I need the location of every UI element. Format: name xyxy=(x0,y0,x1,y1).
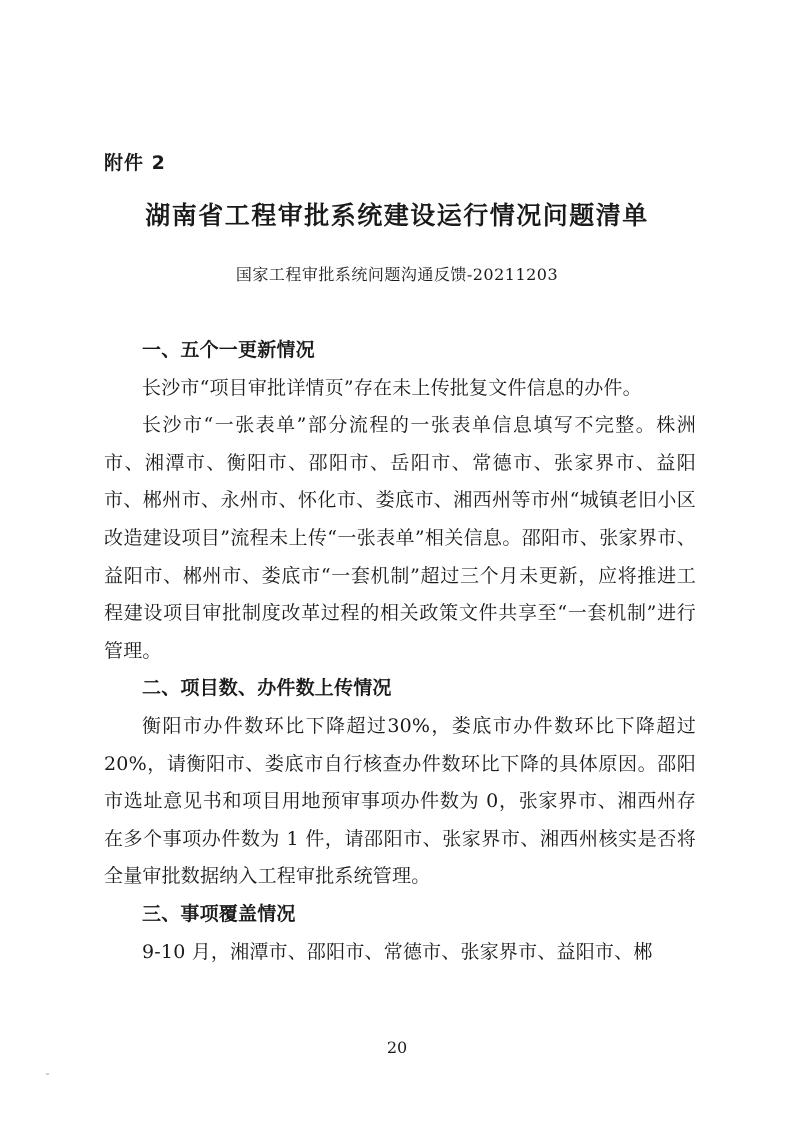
section-heading-upload-counts: 二、项目数、办件数上传情况 xyxy=(142,677,392,700)
paragraph: 长沙市“一张表单”部分流程的一张表单信息填写不完整。株洲市、湘潭市、衡阳市、邵阳市、岳阳市、常德市、张家界市、益阳市、郴州市、永州市、怀化市、娄底市、湘西州等市州“城镇老旧小区改造建设项目”流程未上传“一张表单”相关信息。邵阳市、张家界市、益阳市、郴州市、娄底市“一套机制”超过三个月未更新，应将推进工程建设项目审批制度改革过程的相关政策文件共享至“一套机制”进行管理。 xyxy=(104,414,696,662)
paragraph: 9-10 月，湘潭市、邵阳市、常德市、张家界市、益阳市、郴 xyxy=(142,940,653,963)
document-body xyxy=(104,332,696,971)
document-subtitle: 国家工程审批系统问题沟通反馈-20211203 xyxy=(235,265,559,284)
document-title: 湖南省工程审批系统建设运行情况问题清单 xyxy=(145,201,649,230)
paragraph: 衡阳市办件数环比下降超过30%，娄底市办件数环比下降超过20%，请衡阳市、娄底市自行核查办件数环比下降的具体原因。邵阳市选址意见书和项目用地预审事项办件数为 0，张家界市、湘西州存在多个事项办件数为 1 件，请邵阳市、张家界市、湘西州核实是否将全量审批数据纳入工程审批系统管理。 xyxy=(104,714,696,888)
scan-speck xyxy=(46,1073,49,1075)
section-heading-five-ones: 一、五个一更新情况 xyxy=(142,339,315,361)
paragraph: 长沙市“项目审批详情页”存在未上传批复文件信息的办件。 xyxy=(142,376,642,399)
page-number: 20 xyxy=(386,1038,408,1057)
attachment-label: 附件 2 xyxy=(104,152,166,174)
section-heading-item-coverage: 三、事项覆盖情况 xyxy=(142,902,296,925)
